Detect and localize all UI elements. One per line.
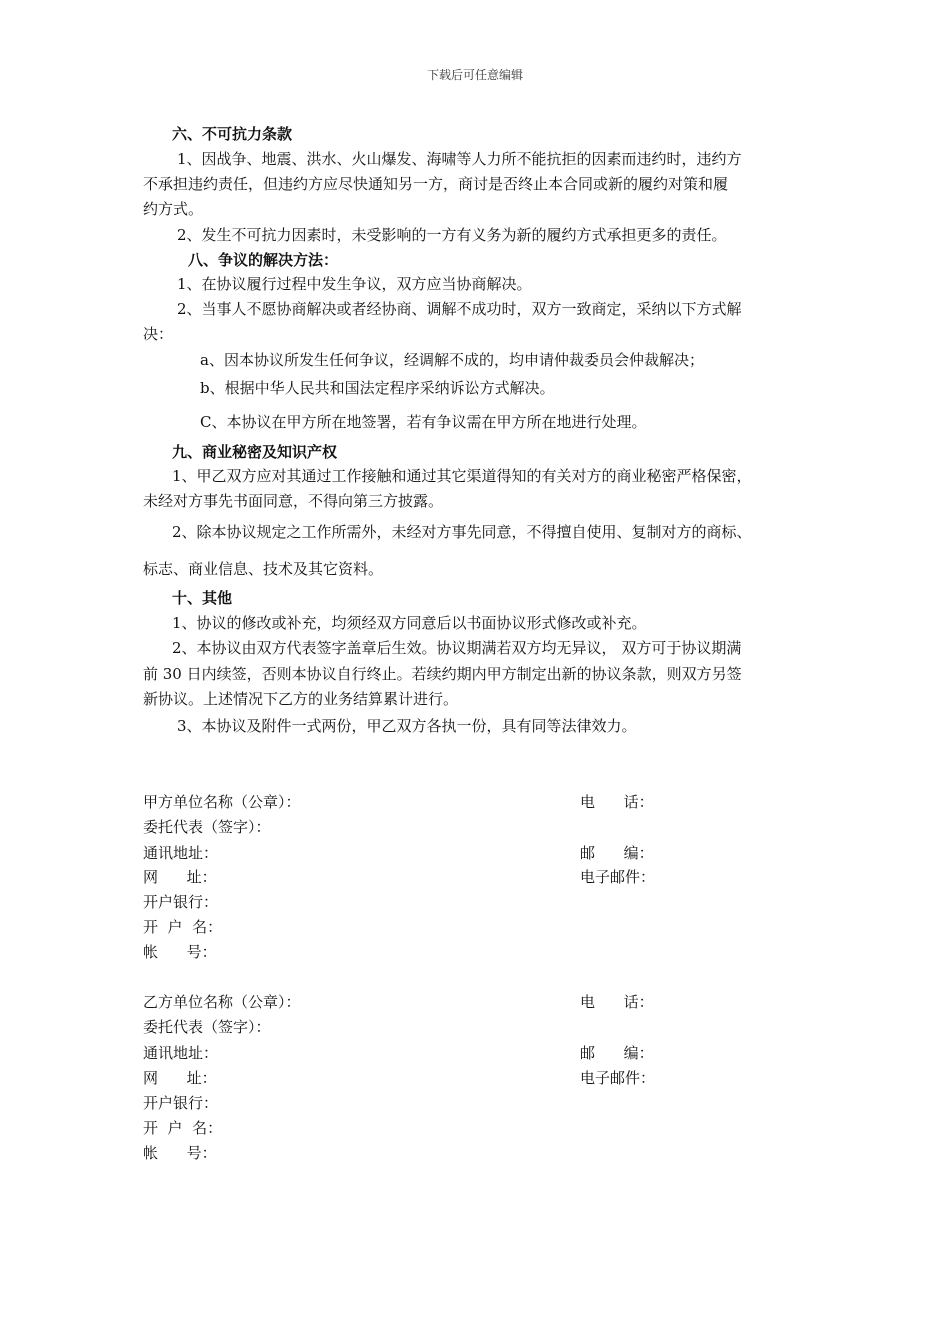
section-8-para-1: 1、在协议履行过程中发生争议，双方应当协商解决。	[177, 275, 532, 293]
section-9-para-2-line-1: 2、除本协议规定之工作所需外，未经对方事先同意，不得擅自使用、复制对方的商标、	[172, 523, 752, 541]
party-b-bank-label: 开户银行：	[143, 1094, 219, 1112]
party-a-website-label: 网 址：	[143, 868, 217, 886]
section-8-para-2-line-2: 决：	[143, 325, 174, 343]
section-9-title: 九、商业秘密及知识产权	[172, 443, 338, 461]
section-10-para-3: 3、本协议及附件一式两份，甲乙双方各执一份，具有同等法律效力。	[177, 717, 637, 735]
section-10-para-1: 1、协议的修改或补充，均须经双方同意后以书面协议形式修改或补充。	[172, 614, 647, 632]
party-a-name-label: 甲方单位名称（公章）：	[143, 793, 301, 811]
party-a-bank-label: 开户银行：	[143, 893, 219, 911]
section-6-para-2: 2、发生不可抗力因素时，未受影响的一方有义务为新的履约方式承担更多的责任。	[177, 226, 727, 244]
party-b-address-label: 通讯地址：	[143, 1044, 219, 1062]
section-9-para-1-line-2: 未经对方事先书面同意，不得向第三方披露。	[143, 492, 444, 510]
party-b-website-label: 网 址：	[143, 1069, 217, 1087]
party-a-rep-label: 委托代表（签字）：	[143, 818, 271, 836]
page-header: 下载后可任意编辑	[426, 68, 523, 82]
party-a-phone-label: 电 话：	[580, 793, 654, 811]
party-b-account-name-label: 开 户 名：	[143, 1119, 223, 1137]
party-a-account-no-label: 帐 号：	[143, 943, 217, 961]
party-b-phone-label: 电 话：	[580, 993, 654, 1011]
section-10-para-2-line-1: 2、本协议由双方代表签字盖章后生效。协议期满若双方均无异议， 双方可于协议期满	[172, 639, 742, 657]
section-6-para-1-line-1: 1、因战争、地震、洪水、火山爆发、海啸等人力所不能抗拒的因素而违约时，违约方	[177, 150, 742, 168]
section-10-para-2-line-2: 前 30 日内续签，否则本协议自行终止。若续约期内甲方制定出新的协议条款，则双方另签	[143, 665, 742, 683]
party-b-rep-label: 委托代表（签字）：	[143, 1018, 271, 1036]
section-8-para-2-line-1: 2、当事人不愿协商解决或者经协商、调解不成功时，双方一致商定，采纳以下方式解	[177, 300, 742, 318]
section-10-para-2-line-3: 新协议。上述情况下乙方的业务结算累计进行。	[143, 690, 459, 708]
section-9-para-1-line-1: 1、甲乙双方应对其通过工作接触和通过其它渠道得知的有关对方的商业秘密严格保密，	[172, 467, 752, 485]
section-6-para-1-line-3: 约方式。	[143, 200, 204, 218]
party-a-account-name-label: 开 户 名：	[143, 918, 223, 936]
section-8-item-a: a、因本协议所发生任何争议，经调解不成的，均申请仲裁委员会仲裁解决；	[200, 351, 704, 369]
party-b-postcode-label: 邮 编：	[580, 1044, 654, 1062]
party-a-address-label: 通讯地址：	[143, 844, 219, 862]
party-b-name-label: 乙方单位名称（公章）：	[143, 993, 301, 1011]
section-9-para-2-line-2: 标志、商业信息、技术及其它资料。	[143, 560, 384, 578]
section-10-title: 十、其他	[172, 589, 233, 607]
section-6-para-1-line-2: 不承担违约责任，但违约方应尽快通知另一方，商讨是否终止本合同或新的履约对策和履	[143, 175, 729, 193]
party-a-email-label: 电子邮件：	[580, 868, 656, 886]
party-b-account-no-label: 帐 号：	[143, 1144, 217, 1162]
section-8-item-b: b、根据中华人民共和国法定程序采纳诉讼方式解决。	[200, 379, 555, 397]
party-b-email-label: 电子邮件：	[580, 1069, 656, 1087]
party-a-postcode-label: 邮 编：	[580, 844, 654, 862]
section-8-title: 八、争议的解决方法：	[188, 251, 339, 269]
section-8-item-c: C、本协议在甲方所在地签署，若有争议需在甲方所在地进行处理。	[200, 413, 647, 431]
section-6-title: 六、不可抗力条款	[172, 125, 293, 143]
